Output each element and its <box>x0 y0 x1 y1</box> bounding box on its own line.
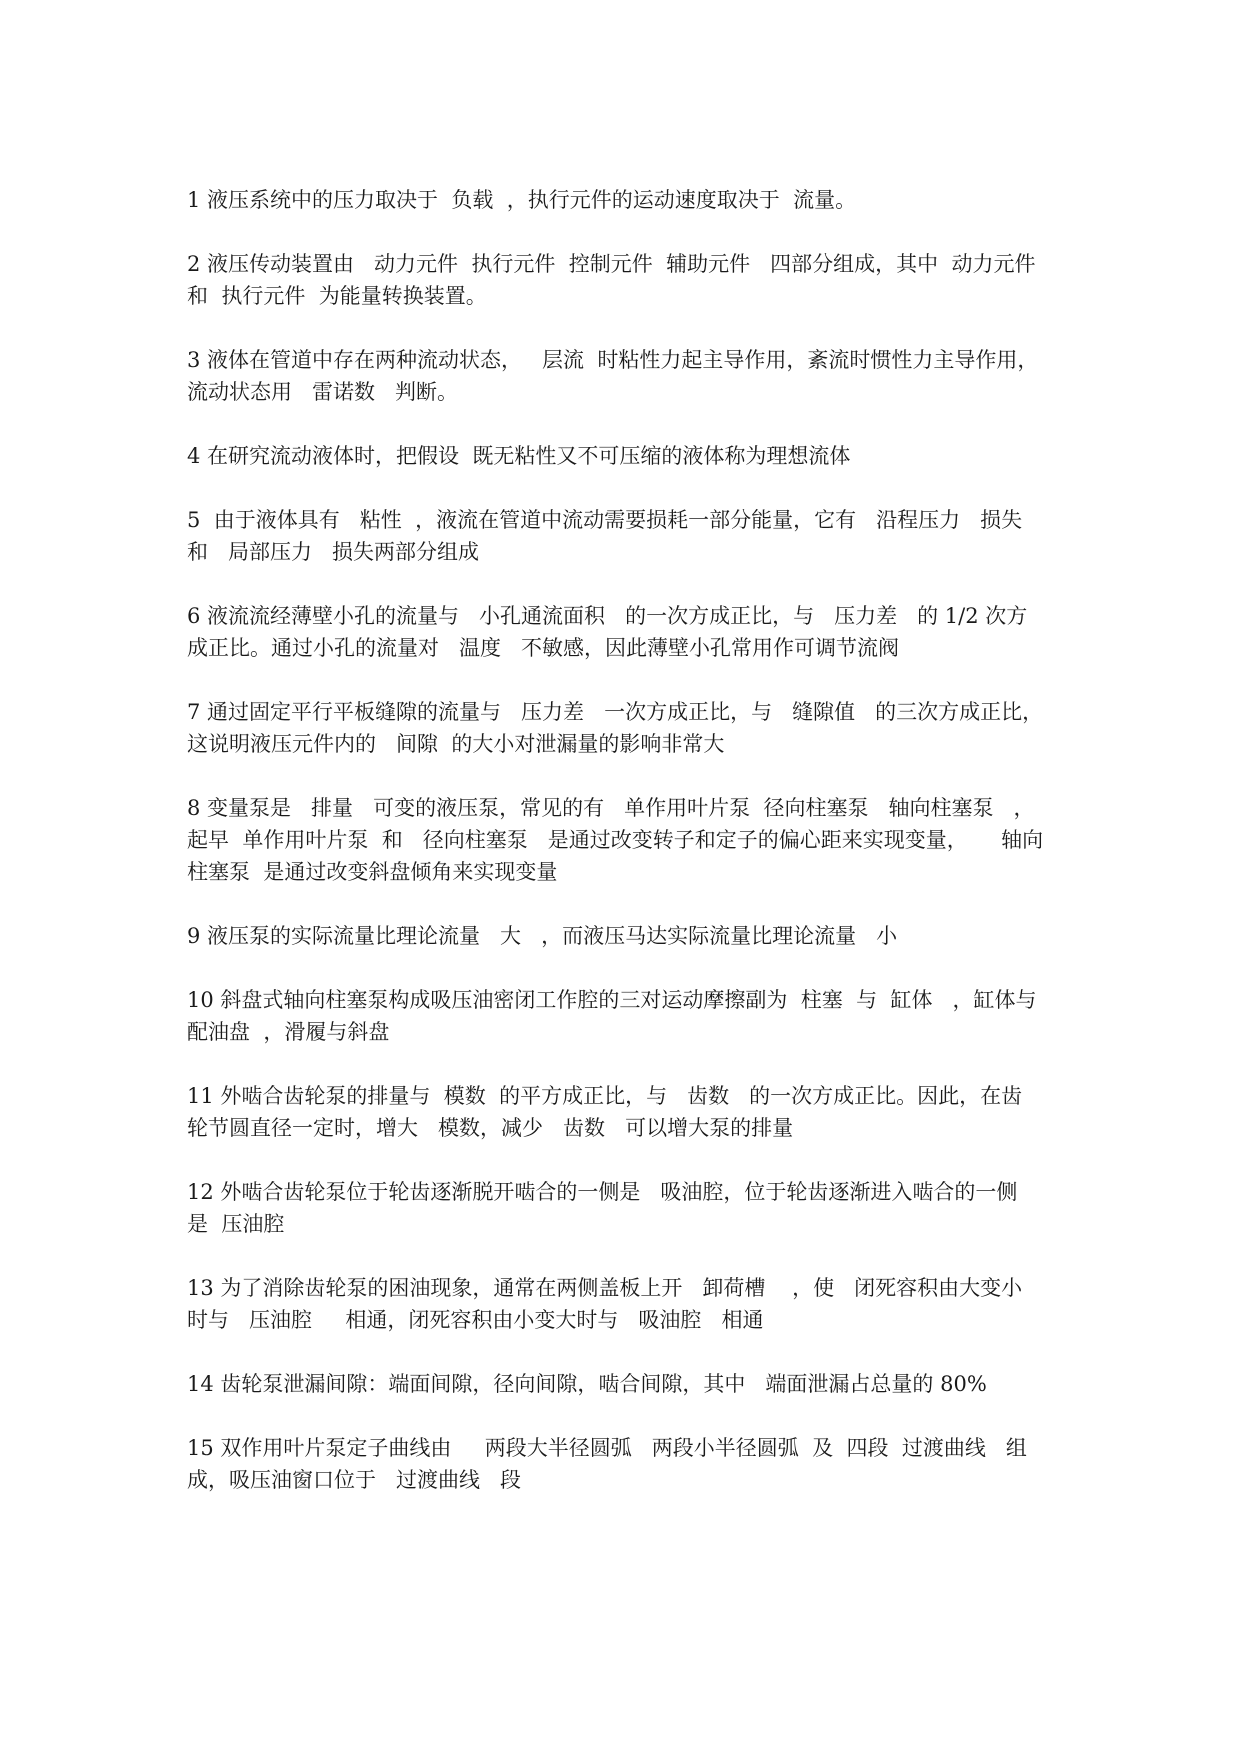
paragraph-line: 成正比。通过小孔的流量对 温度 不敏感，因此薄壁小孔常用作可调节流阀 <box>187 636 900 660</box>
paragraph-line: 2 液压传动装置由 动力元件 执行元件 控制元件 辅助元件 四部分组成，其中 动力元件 <box>187 252 1036 276</box>
paragraph-line: 12 外啮合齿轮泵位于轮齿逐渐脱开啮合的一侧是 吸油腔，位于轮齿逐渐进入啮合的一侧 <box>187 1180 1018 1204</box>
paragraph-line: 5 由于液体具有 粘性 ，液流在管道中流动需要损耗一部分能量，它有 沿程压力 损失 <box>187 508 1023 532</box>
paragraph-line: 流动状态用 雷诺数 判断。 <box>187 380 459 404</box>
paragraph-8 <box>187 792 1207 888</box>
paragraph-1 <box>187 184 1207 216</box>
paragraph-line: 15 双作用叶片泵定子曲线由 两段大半径圆弧 两段小半径圆弧 及 四段 过渡曲线 组 <box>187 1436 1027 1460</box>
paragraph-line: 1 液压系统中的压力取决于 负载 ，执行元件的运动速度取决于 流量。 <box>187 188 857 212</box>
paragraph-14 <box>187 1368 1207 1400</box>
paragraph-line: 配油盘 ，滑履与斜盘 <box>187 1020 390 1044</box>
paragraph-line: 起早 单作用叶片泵 和 径向柱塞泵 是通过改变转子和定子的偏心距来实现变量， 轴向 <box>187 828 1044 852</box>
paragraph-line: 4 在研究流动液体时，把假设 既无粘性又不可压缩的液体称为理想流体 <box>187 444 851 468</box>
paragraph-4 <box>187 440 1207 472</box>
paragraph-3 <box>187 344 1207 408</box>
paragraph-line: 和 局部压力 损失两部分组成 <box>187 540 480 564</box>
paragraph-9 <box>187 920 1207 952</box>
paragraph-line: 10 斜盘式轴向柱塞泵构成吸压油密闭工作腔的三对运动摩擦副为 柱塞 与 缸体 ，缸体与 <box>187 988 1037 1012</box>
paragraph-line: 轮节圆直径一定时，增大 模数，减少 齿数 可以增大泵的排量 <box>187 1116 794 1140</box>
paragraph-line: 柱塞泵 是通过改变斜盘倾角来实现变量 <box>187 860 558 884</box>
paragraph-10 <box>187 984 1207 1048</box>
paragraph-2 <box>187 248 1207 312</box>
paragraph-line: 9 液压泵的实际流量比理论流量 大 ，而液压马达实际流量比理论流量 小 <box>187 924 898 948</box>
paragraph-line: 是 压油腔 <box>187 1212 285 1236</box>
paragraph-5 <box>187 504 1207 568</box>
paragraph-line: 13 为了消除齿轮泵的困油现象，通常在两侧盖板上开 卸荷槽 ，使 闭死容积由大变小 <box>187 1276 1023 1300</box>
paragraph-line: 时与 压油腔 相通，闭死容积由小变大时与 吸油腔 相通 <box>187 1308 764 1332</box>
paragraph-7 <box>187 696 1207 760</box>
paragraph-12 <box>187 1176 1207 1240</box>
paragraph-line: 7 通过固定平行平板缝隙的流量与 压力差 一次方成正比，与 缝隙值 的三次方成正比， <box>187 700 1044 724</box>
paragraph-line: 11 外啮合齿轮泵的排量与 模数 的平方成正比，与 齿数 的一次方成正比。因此，在齿 <box>187 1084 1023 1108</box>
paragraph-6 <box>187 600 1207 664</box>
paragraph-line: 成，吸压油窗口位于 过渡曲线 段 <box>187 1468 522 1492</box>
paragraph-11 <box>187 1080 1207 1144</box>
paragraph-line: 8 变量泵是 排量 可变的液压泵，常见的有 单作用叶片泵 径向柱塞泵 轴向柱塞泵 ， <box>187 796 1035 820</box>
paragraph-13 <box>187 1272 1207 1336</box>
paragraph-line: 这说明液压元件内的 间隙 的大小对泄漏量的影响非常大 <box>187 732 725 756</box>
paragraph-15 <box>187 1432 1207 1496</box>
paragraph-line: 和 执行元件 为能量转换装置。 <box>187 284 487 308</box>
paragraph-line: 3 液体在管道中存在两种流动状态， 层流 时粘性力起主导作用，紊流时惯性力主导作用， <box>187 348 1039 372</box>
document-body <box>187 184 1207 1496</box>
paragraph-line: 6 液流流经薄壁小孔的流量与 小孔通流面积 的一次方成正比，与 压力差 的 1/2 次方 <box>187 604 1028 628</box>
paragraph-line: 14 齿轮泵泄漏间隙：端面间隙，径向间隙，啮合间隙，其中 端面泄漏占总量的 80% <box>187 1372 987 1396</box>
